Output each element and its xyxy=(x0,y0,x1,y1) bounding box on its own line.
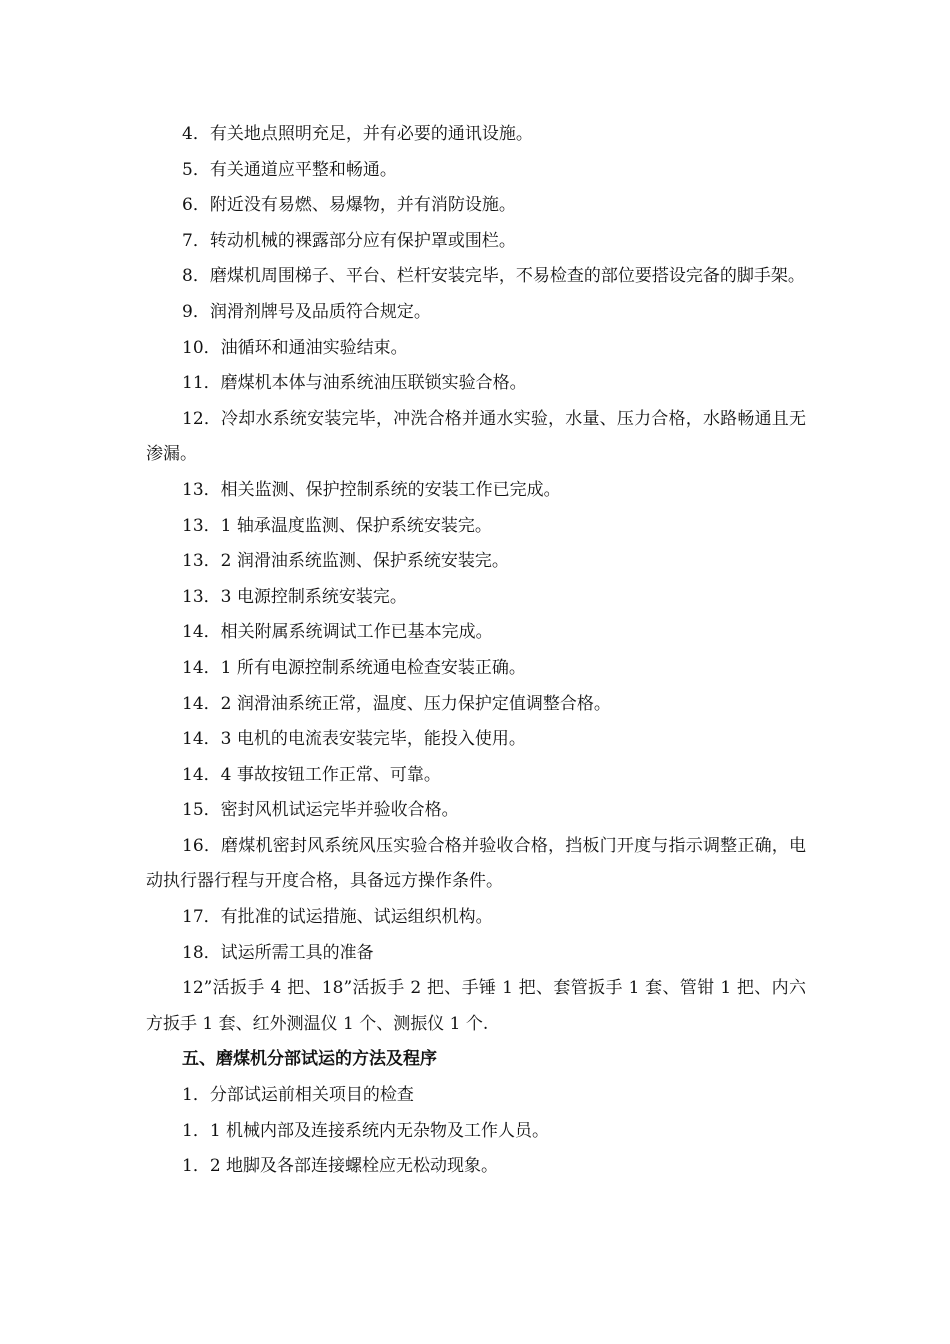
checklist-item-13: 13．相关监测、保护控制系统的安装工作已完成。 xyxy=(182,479,561,500)
checklist-item-7: 7．转动机械的裸露部分应有保护罩或围栏。 xyxy=(182,230,516,251)
checklist-item-14: 14．相关附属系统调试工作已基本完成。 xyxy=(182,622,493,643)
checklist-item-15: 15．密封风机试运完毕并验收合格。 xyxy=(182,800,459,821)
checklist-item-13-1: 13．1 轴承温度监测、保护系统安装完。 xyxy=(182,515,492,536)
checklist-item-17: 17．有批准的试运措施、试运组织机构。 xyxy=(182,907,493,928)
tools-list: 12”活扳手 4 把、18”活扳手 2 把、手锤 1 把、套管扳手 1 套、管钳 1 把、内六方扳手 1 套、红外测温仪 1 个、测振仪 1 个. xyxy=(146,978,806,1034)
checklist-item-11: 11．磨煤机本体与油系统油压联锁实验合格。 xyxy=(182,373,527,394)
checklist-item-13-3: 13．3 电源控制系统安装完。 xyxy=(182,586,407,607)
checklist-item-14-3: 14．3 电机的电流表安装完毕，能投入使用。 xyxy=(182,729,526,750)
checklist-item-6: 6．附近没有易燃、易爆物，并有消防设施。 xyxy=(182,195,516,216)
checklist-item-14-4: 14．4 事故按钮工作正常、可靠。 xyxy=(182,764,441,785)
checklist-item-14-2: 14．2 润滑油系统正常，温度、压力保护定值调整合格。 xyxy=(182,693,611,714)
checklist-item-5: 5．有关通道应平整和畅通。 xyxy=(182,159,397,180)
checklist-item-18: 18．试运所需工具的准备 xyxy=(182,942,374,963)
checklist-item-12: 12．冷却水系统安装完毕，冲洗合格并通水实验，水量、压力合格，水路畅通且无渗漏。 xyxy=(146,408,806,465)
section-heading: 五、磨煤机分部试运的方法及程序 xyxy=(182,1049,437,1070)
checklist-item-14-1: 14．1 所有电源控制系统通电检查安装正确。 xyxy=(182,657,526,678)
document-body xyxy=(146,117,806,1185)
procedure-item-1-1: 1．1 机械内部及连接系统内无杂物及工作人员。 xyxy=(182,1120,550,1141)
checklist-item-9: 9．润滑剂牌号及品质符合规定。 xyxy=(182,301,431,322)
checklist-item-13-2: 13．2 润滑油系统监测、保护系统安装完。 xyxy=(182,551,509,572)
checklist-item-8: 8．磨煤机周围梯子、平台、栏杆安装完毕，不易检查的部位要搭设完备的脚手架。 xyxy=(182,266,805,287)
procedure-item-1: 1．分部试运前相关项目的检查 xyxy=(182,1085,414,1106)
checklist-item-10: 10．油循环和通油实验结束。 xyxy=(182,337,408,358)
procedure-item-1-2: 1．2 地脚及各部连接螺栓应无松动现象。 xyxy=(182,1156,499,1177)
checklist-item-4: 4．有关地点照明充足，并有必要的通讯设施。 xyxy=(182,124,533,144)
checklist-item-16: 16．磨煤机密封风系统风压实验合格并验收合格，挡板门开度与指示调整正确，电动执行器行程与开度合格，具备远方操作条件。 xyxy=(146,835,806,892)
